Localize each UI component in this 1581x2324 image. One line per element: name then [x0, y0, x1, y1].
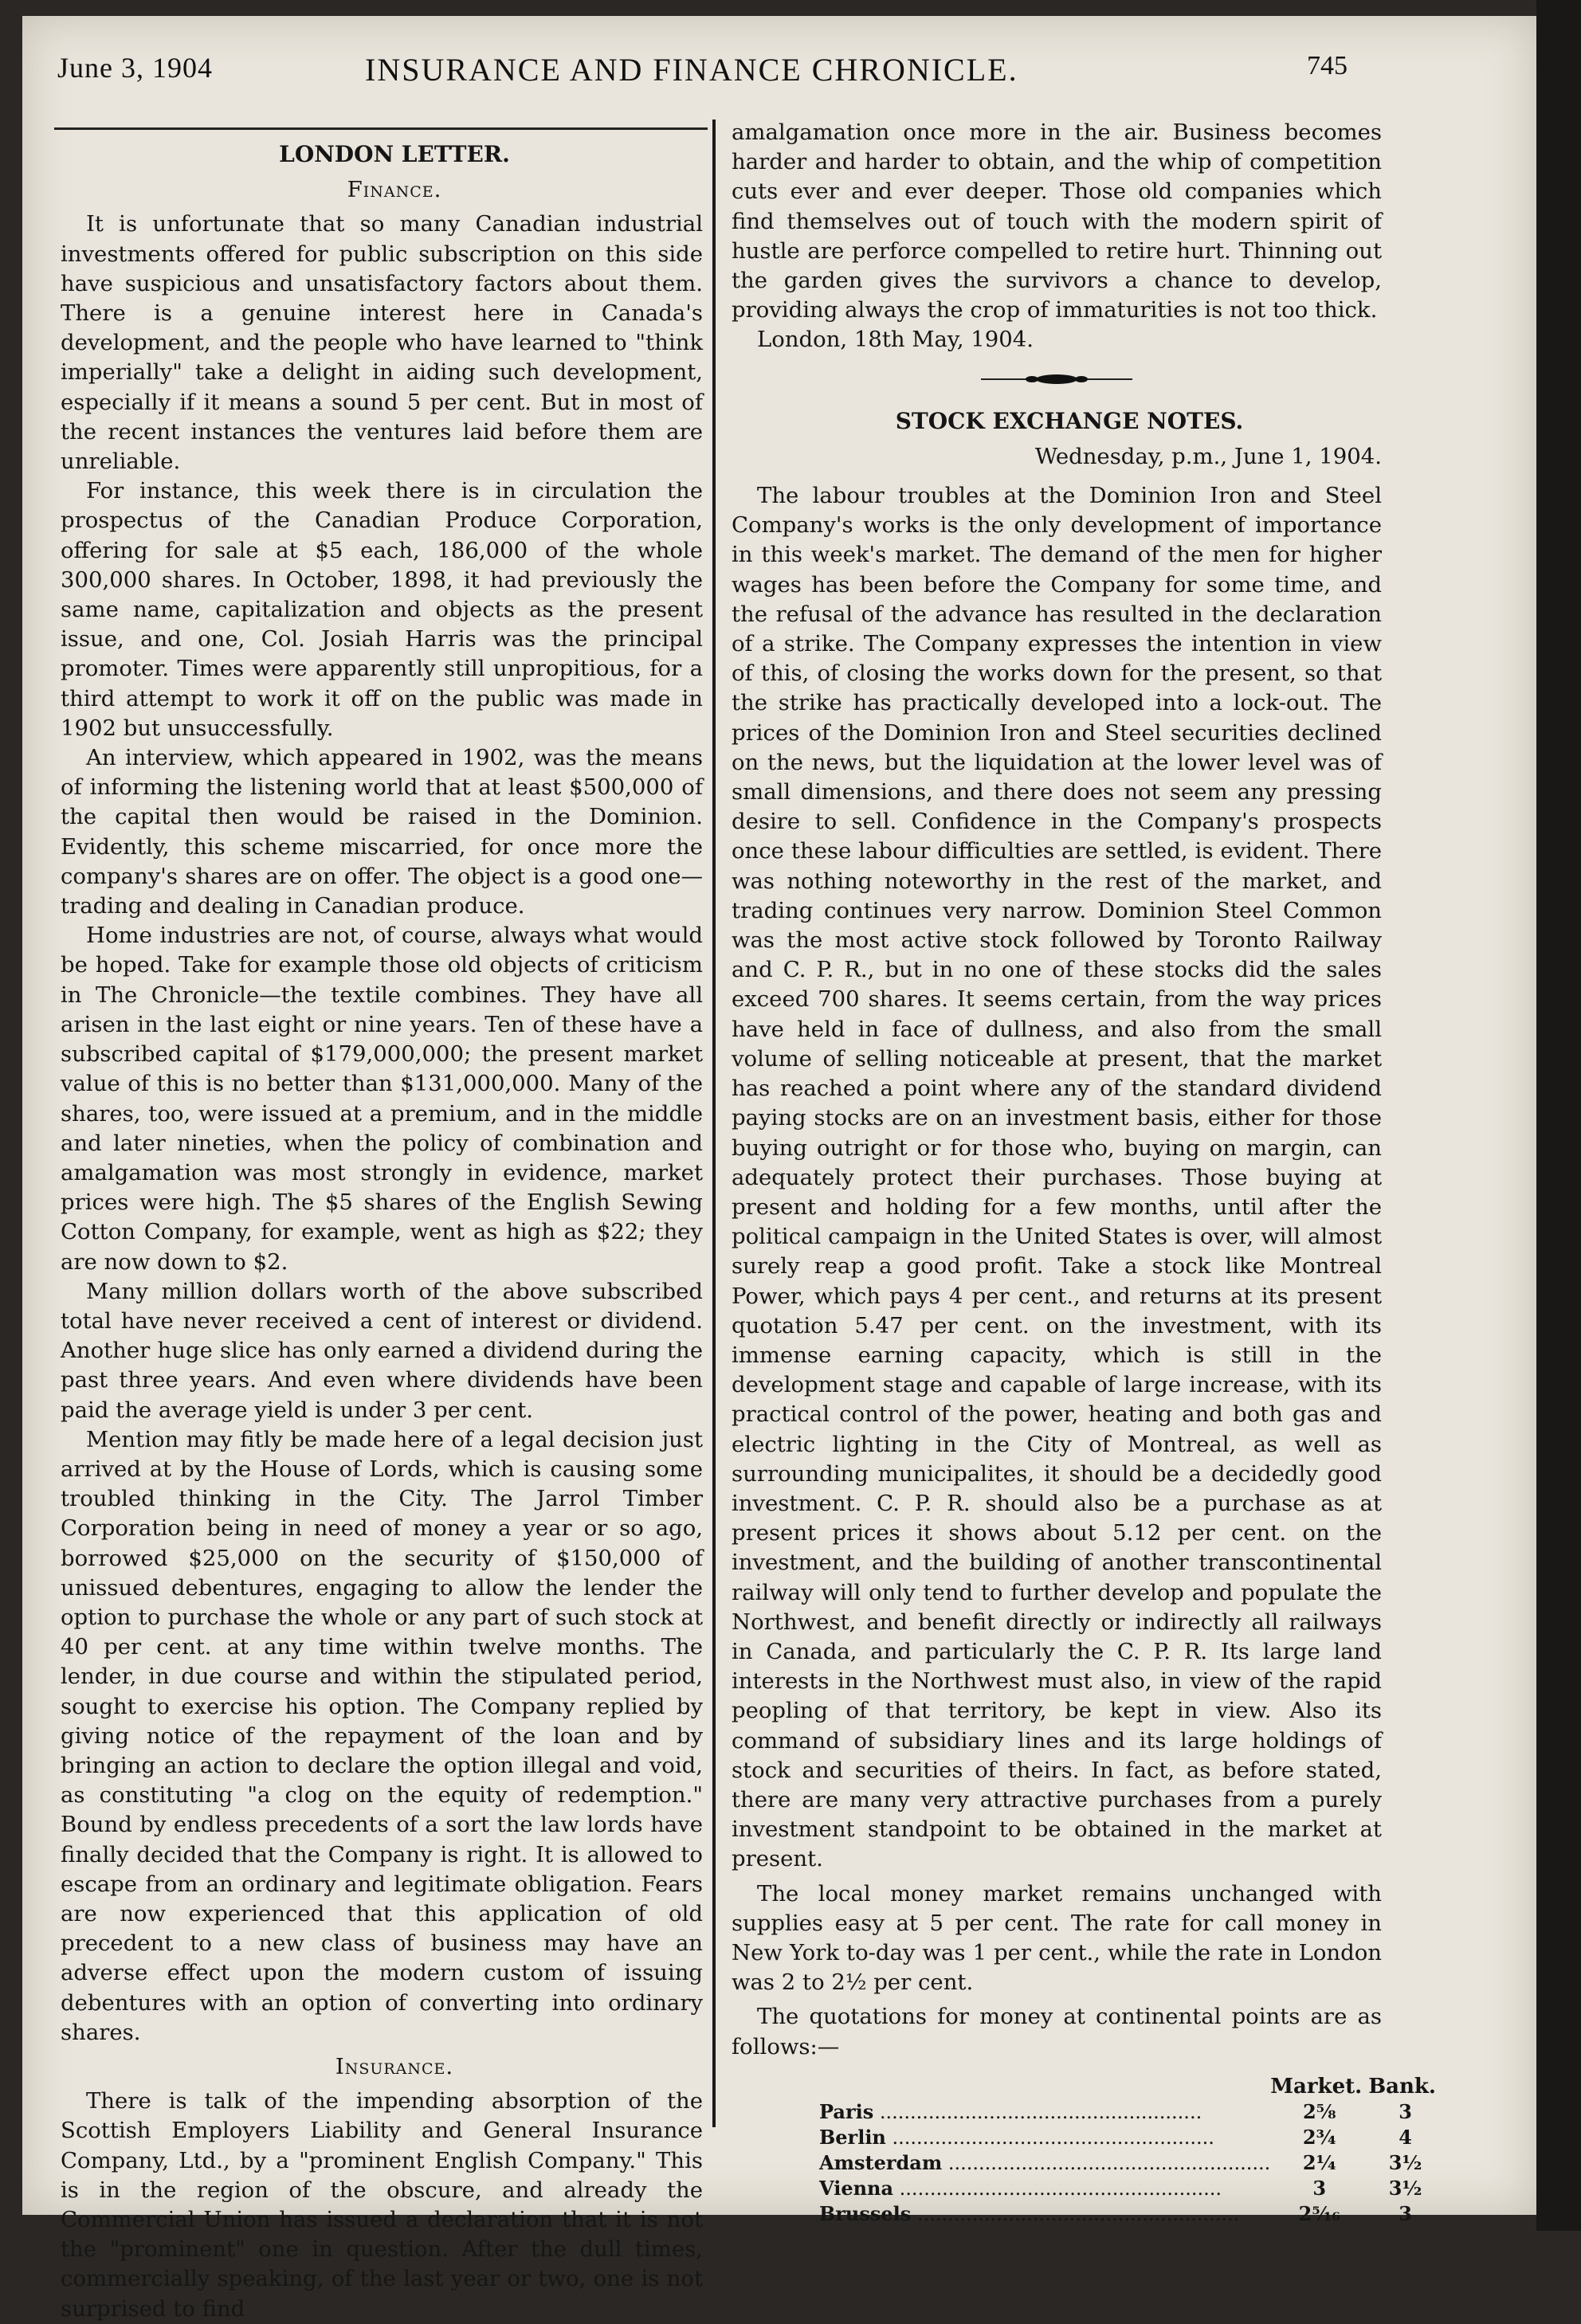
market-rate-cell: 2¼ — [1302, 2151, 1336, 2175]
stock-exchange-paragraph: The local money market remains unchanged with supplies easy at 5 per cent. The rate for call money in New York to-day was 1 per cent., while the rate in London was 2 to 2½ per cent. — [732, 1880, 1382, 1996]
bank-rate-cell: 3½ — [1388, 2151, 1422, 2175]
stock-exchange-paragraph: The quotations for money at continental points are as follows:— — [732, 2004, 1382, 2059]
city-cell: Brussels ..... — [819, 2201, 1270, 2227]
bank-rate-cell: 3 — [1399, 2100, 1412, 2124]
page-edge-shadow — [1536, 0, 1581, 2231]
table-row — [819, 2201, 1442, 2227]
city-cell: Vienna ..... — [819, 2176, 1270, 2201]
table-header: Market. — [1270, 2074, 1363, 2099]
publication-title: INSURANCE AND FINANCE CHRONICLE. — [365, 52, 1018, 88]
ornament-divider-icon — [981, 373, 1132, 386]
stock-exchange-paragraph: The labour troubles at the Dominion Iron and Steel Company's works is the only development of importance in this week's market. The demand of the men for higher wages has been before the Company for some time, and the refusal of the advance has resulted in the declaration of a strike. The Company expresses the intention in view of this, of closing the works down for the present, so that the strike has practically developed into a lock-out. The prices of the Dominion Iron and Steel securities declined on the news, but the liquidation at the lower level was of small dimensions, and there does not seem any pressing desire to sell. Confidence in the Company's prospects once these labour difficulties are settled, is evident. There was nothing noteworthy in the rest of the market, and trading continues very narrow. Dominion Steel Common was the most active stock followed by Toronto Railway and C. P. R., but in no one of these stocks did the sales exceed 700 shares. It seems certain, from the way prices have held in face of dullness, and also from the small volume of selling noticeable at present, that the market has reached a point where any of the standard dividend paying stocks are on an investment basis, either for those buying outright or for those who, buying on margin, can adequately protect their purchases. Those buying at present and holding for a few months, until after the political campaign in the United States is over, will almost surely reap a good profit. Take a stock like Montreal Power, which pays 4 per cent., and returns at its present quotation 5.47 per cent. on the investment, with its immense earning capacity, which is still in the development stage and capable of large increase, with its practical control of the power, heating and both gas and electric lighting in the City of Montreal, as well as surrounding municipalites, it should be a decidedly good investment. C. P. R. should also be a purchase as at present prices it shows about 5.12 per cent. on the investment, and the building of another transcontinental railway will only tend to further develop and populate the Northwest, and benefit directly or indirectly all railways in Canada, and particularly the C. P. R. Its large land interests in the Northwest must also, in view of the rapid peopling of that territory, be kept in view. Also its command of subsidiary lines and its large holdings of stock and securities of theirs. In fact, as before stated, there are many very attractive purchases from a purely investment standpoint to be obtained in the market at present. — [732, 483, 1382, 1872]
table-row — [819, 2150, 1442, 2176]
money-rates-table — [819, 2075, 1442, 2227]
table-row — [819, 2176, 1442, 2201]
finance-paragraph: Many million dollars worth of the above subscribed total have never received a cent of interest or dividend. Another huge slice has only earned a dividend during the past three years. And even where dividends have been paid the average yield is under 3 per cent. — [61, 1278, 703, 1423]
insurance-paragraph: There is talk of the impending absorption of the Scottish Employers Liability and General Insurance Company, Ltd., by a "prominent English Company." This is in the region of the obscure, and already the Commercial Union has issued a declaration that it is not the "prominent" one in question. After the dull times, commercially speaking, of the last year or two, one is not surprised to find — [61, 2088, 703, 2322]
london-dateline: London, 18th May, 1904. — [757, 327, 1034, 353]
newspaper-page — [22, 16, 1536, 2322]
table-header: Bank. — [1368, 2074, 1436, 2099]
finance-paragraph: Mention may fitly be made here of a legal decision just arrived at by the House of Lords, which is causing some troubled thinking in the City. The Jarrol Timber Corporation being in need of money a year or so ago, borrowed $25,000 on the security of $150,000 of unissued debentures, engaging to allow the lender the option to purchase the whole or any part of such stock at 40 per cent. at any time within twelve months. The lender, in due course and within the stipulated period, sought to exercise his option. The Company replied by giving notice of the repayment of the loan and by bringing an action to declare the option illegal and void, as constituting "a clog on the equity of redemption." Bound by endless precedents of a sort the law lords have finally decided that the Company is right. It is allowed to escape from an ordinary and legitimate obligation. Fears are now experienced that this application of old precedent to a new class of business may have an adverse effect upon the modern custom of issuing debentures with an option of converting into ordinary shares. — [61, 1426, 703, 2045]
column-divider — [712, 120, 716, 2127]
table-header — [819, 2075, 1270, 2099]
market-rate-cell: 2⅝ — [1302, 2100, 1336, 2124]
header-rule — [54, 127, 708, 130]
city-cell: Amsterdam ..... — [819, 2150, 1270, 2176]
bank-rate-cell: 3 — [1399, 2202, 1412, 2226]
table-row — [819, 2099, 1442, 2125]
continued-paragraph: amalgamation once more in the air. Business becomes harder and harder to obtain, and the whip of competition cuts ever and ever deeper. Those old companies which find themselves out of touch with the modern spirit of hustle are perforce compelled to retire hurt. Thinning out the garden gives the survivors a chance to develop, providing always the crop of immaturities is not too thick. — [732, 120, 1382, 323]
table-header-row — [819, 2075, 1442, 2099]
city-cell: Paris ..... — [819, 2099, 1270, 2125]
city-cell: Berlin ..... — [819, 2125, 1270, 2150]
bank-rate-cell: 4 — [1399, 2126, 1412, 2150]
right-column — [732, 118, 1436, 2227]
finance-subhead: Finance. — [347, 177, 442, 203]
page-number: 745 — [1307, 51, 1348, 80]
bank-rate-cell: 3½ — [1388, 2177, 1422, 2201]
market-rate-cell: 2⁵⁄₁₆ — [1298, 2202, 1340, 2226]
issue-date: June 3, 1904 — [57, 52, 213, 84]
stock-exchange-date: Wednesday, p.m., June 1, 1904. — [1034, 443, 1382, 469]
market-rate-cell: 2¾ — [1302, 2126, 1336, 2150]
finance-paragraph: It is unfortunate that so many Canadian industrial investments offered for public subscription on this side have suspicious and unsatisfactory factors about them. There is a genuine interest here in Canada's development, and the people who have learned to "think imperially" take a delight in aiding such development, especially if it means a sound 5 per cent. But in most of the recent instances the ventures laid before them are unreliable. — [61, 211, 703, 475]
london-letter-heading: LONDON LETTER. — [279, 141, 510, 167]
finance-paragraph: Home industries are not, of course, always what would be hoped. Take for example those old objects of criticism in The Chronicle—the textile combines. They have all arisen in the last eight or nine years. Ten of these have a subscribed capital of $179,000,000; the present market value of this is no better than $131,000,000. Many of the shares, too, were issued at a premium, and in the middle and later nineties, when the policy of combination and amalgamation was most strongly in evidence, market prices were high. The $5 shares of the English Sewing Cotton Company, for example, went as high as $22; they are now down to $2. — [61, 923, 703, 1275]
market-rate-cell: 3 — [1312, 2177, 1327, 2201]
table-row — [819, 2125, 1442, 2150]
insurance-subhead: Insurance. — [335, 2054, 454, 2079]
finance-paragraph: For instance, this week there is in circulation the prospectus of the Canadian Produce Corporation, offering for sale at $5 each, 186,000 of the whole 300,000 shares. In October, 1898, it had previously the same name, capitalization and objects as the present issue, and one, Col. Josiah Harris was the principal promoter. Times were apparently still unpropitious, for a third attempt to work it off on the public was made in 1902 but unsuccessfully. — [61, 478, 703, 741]
stock-exchange-heading: STOCK EXCHANGE NOTES. — [895, 407, 1244, 434]
finance-paragraph: An interview, which appeared in 1902, was the means of informing the listening world that at least $500,000 of the capital then would be raised in the Dominion. Evidently, this scheme miscarried, for once more the company's shares are on offer. The object is a good one—trading and dealing in Canadian produce. — [61, 745, 703, 919]
left-column — [61, 139, 703, 2324]
